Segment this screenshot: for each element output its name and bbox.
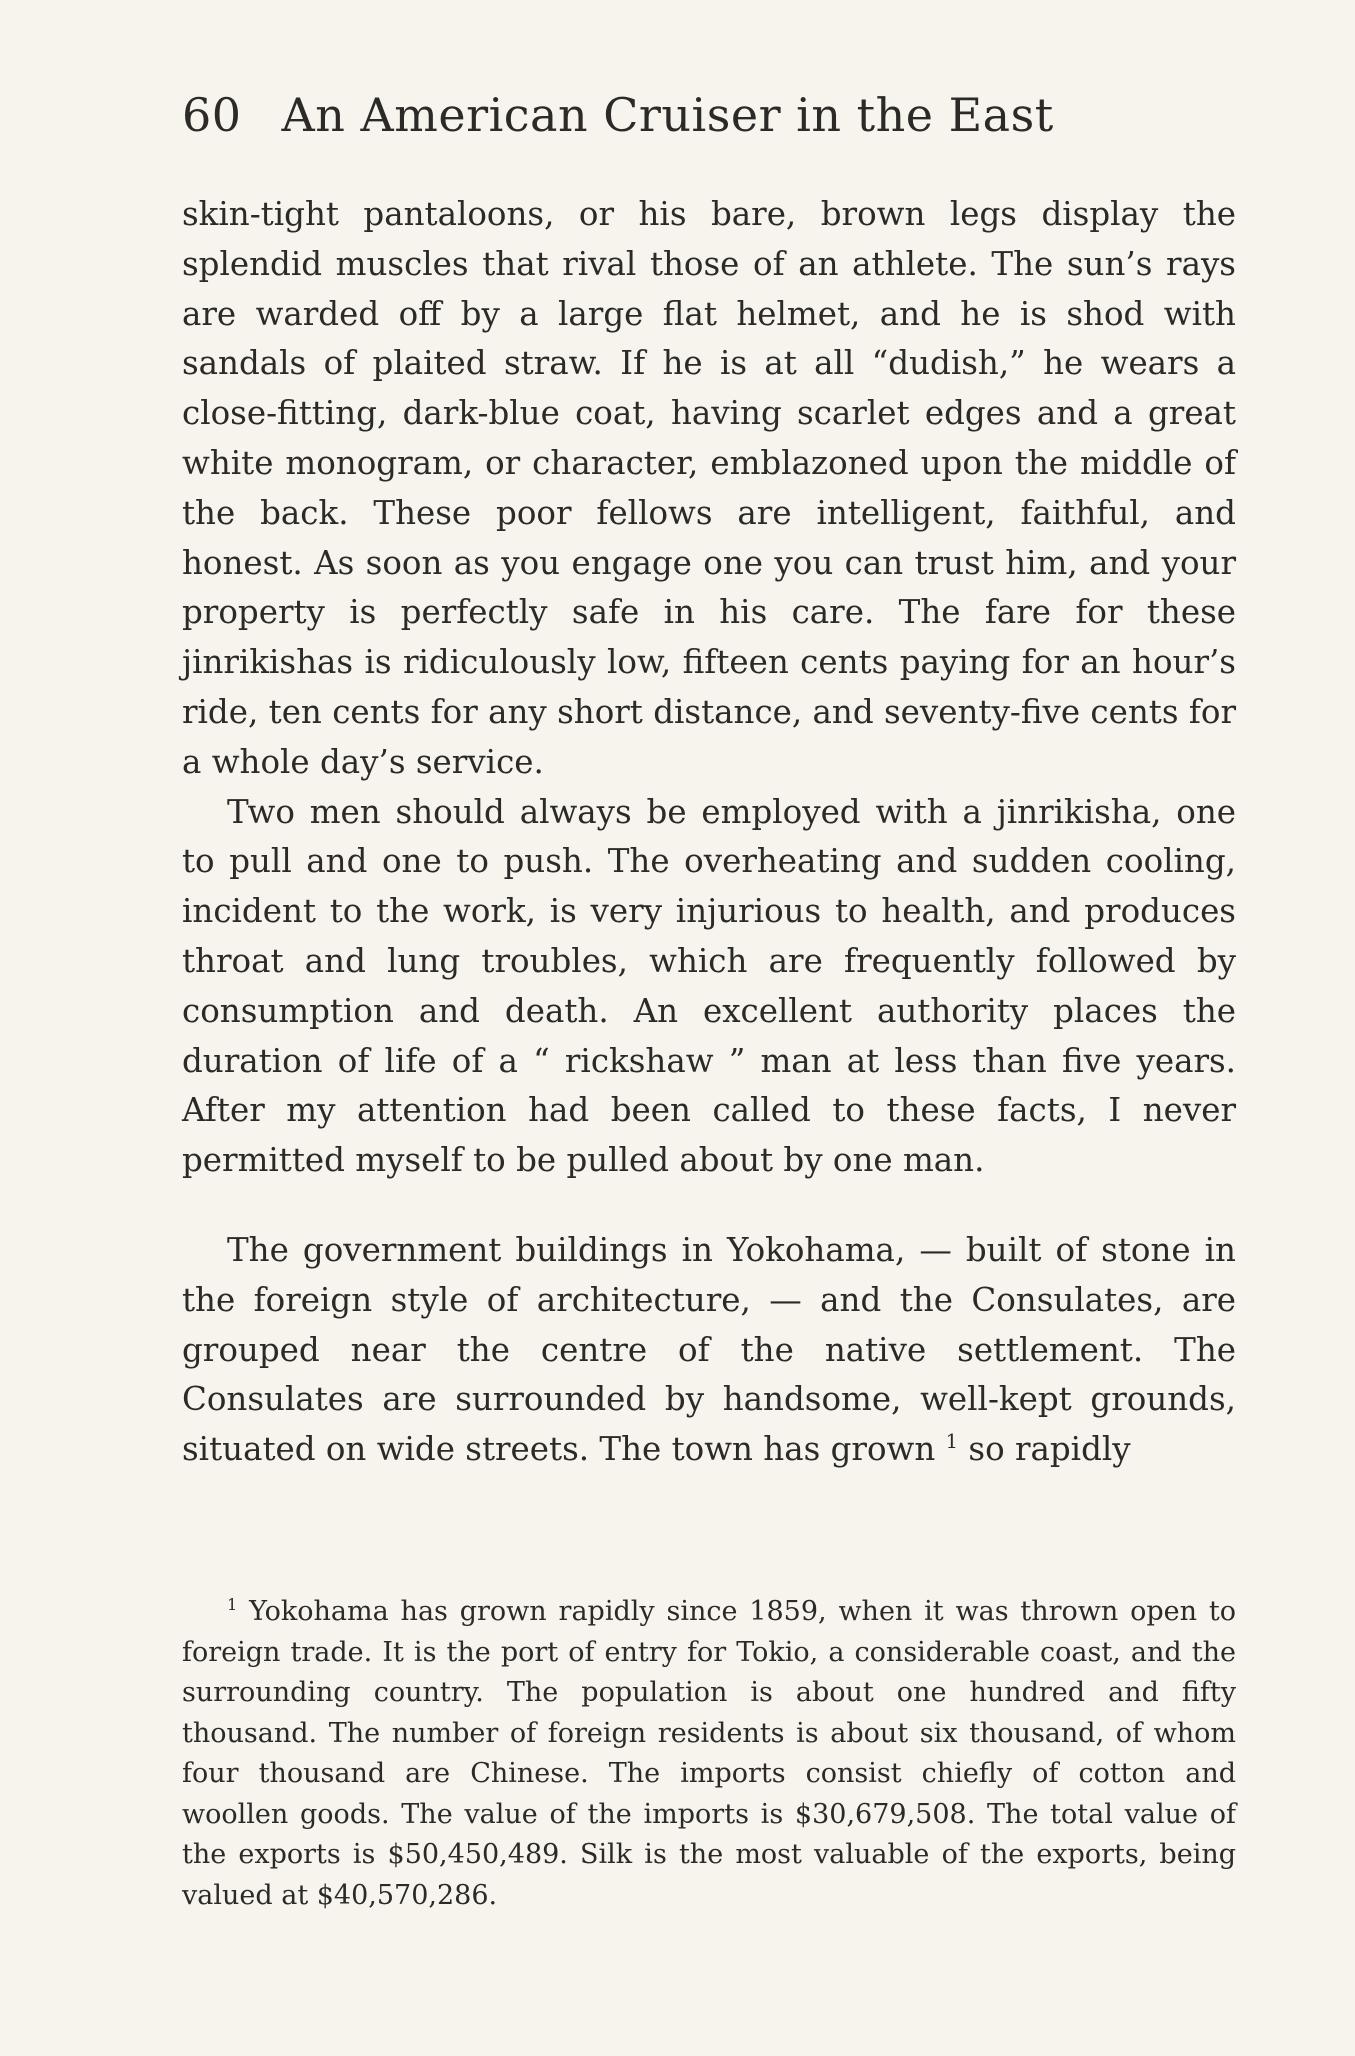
footnote <box>182 1592 1236 1916</box>
paragraph-text-end: so rapidly <box>968 1430 1131 1469</box>
body-text <box>182 190 1236 1475</box>
running-title: An American Cruiser in the East <box>281 88 1054 142</box>
footnote-text: Yokohama has grown rapidly since 1859, when it was thrown open to foreign trade. It is the port of entry for Tokio, a considerable coast, and the surrounding country. The population is about one hundred and fifty thousand. The number of foreign residents is about six thousand, of whom four thousand are Chinese. The imports consist chiefly of cotton and woollen goods. The value of the imports is $30,679,508. The total value of the exports is $50,450,489. Silk is the most valuable of the exports, being valued at $40,570,286. <box>182 1596 1236 1911</box>
paragraph-text: The government buildings in Yokohama, — built of stone in the foreign style of architecture, — and the Consulates, are grouped near the centre of the native settlement. The Consulates are surrounded by handsome, well-kept grounds, situated on wide streets. The town has grown <box>182 1230 1236 1469</box>
footnote-marker: 1 <box>227 1595 238 1614</box>
paragraph-continued: skin-tight pantaloons, or his bare, brown legs display the splendid muscles that rival those of an athlete. The sun’s rays are warded off by a large flat helmet, and he is shod with sandals of plaited straw. If he is at all “dudish,” he wears a close-fitting, dark-blue coat, having scarlet edges and a great white monogram, or character, emblazoned upon the middle of the back. These poor fellows are intelligent, faithful, and honest. As soon as you engage one you can trust him, and your property is perfectly safe in his care. The fare for these jinrikishas is ridiculously low, fifteen cents paying for an hour’s ride, ten cents for any short distance, and seventy-five cents for a whole day’s service. <box>182 195 1236 781</box>
paragraph-government-buildings <box>182 1226 1236 1475</box>
footnotes <box>182 1592 1236 1916</box>
page-number: 60 <box>182 88 242 142</box>
footnote-reference: 1 <box>945 1430 959 1454</box>
running-head <box>182 88 1054 142</box>
paragraph-jinrikisha-men: Two men should always be employed with a jinrikisha, one to pull and one to push. The overheating and sudden cooling, incident to the work, is very injurious to health, and produces throat and lung troubles, which are frequently followed by consumption and death. An excellent authority places the duration of life of a “ rickshaw ” man at less than five years. After my attention had been called to these facts, I never permitted myself to be pulled about by one man. <box>182 792 1236 1180</box>
